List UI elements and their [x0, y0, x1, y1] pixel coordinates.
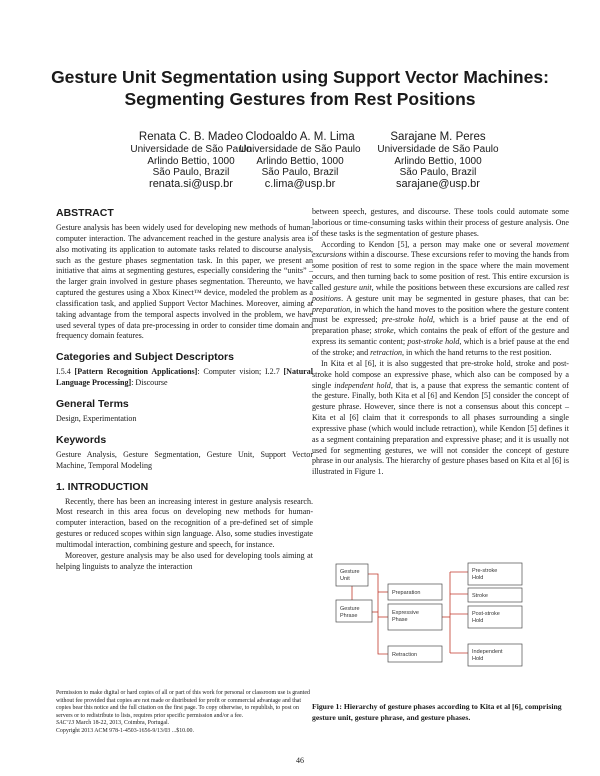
text-run: , in which the hand returns to the rest position.: [402, 347, 552, 357]
author-city: São Paulo, Brazil: [152, 167, 230, 178]
conference-line: [56, 720, 313, 728]
emphasis: pre-stroke hold: [381, 315, 433, 325]
diagram-label-preparation: Preparation: [392, 590, 421, 596]
category-code: I.5.4: [56, 367, 75, 377]
author-affiliation: Universidade de São Paulo: [377, 144, 499, 155]
author-affiliation: Universidade de São Paulo: [239, 144, 361, 155]
categories-heading: Categories and Subject Descriptors: [56, 351, 234, 364]
abstract-heading: ABSTRACT: [56, 207, 114, 219]
text-run: , which is a brief pause at the end of the stroke; and: [312, 337, 569, 357]
author-city: São Paulo, Brazil: [261, 167, 339, 178]
text-run: According to Kendon [5], a person may make one or several: [321, 239, 537, 249]
diagram-label-expressive-phase: Expressive Phase: [392, 610, 419, 623]
author-email: sarajane@usp.br: [396, 177, 480, 190]
author-address: Arlindo Bettio, 1000: [256, 155, 344, 167]
introduction-heading: 1. INTRODUCTION: [56, 480, 149, 493]
terms-text: Design, Experimentation: [56, 413, 137, 423]
page-number: 46: [296, 756, 304, 765]
author-email: c.lima@usp.br: [264, 177, 336, 190]
category-name: [Natural Language Processing]: [56, 367, 313, 388]
author-address: Arlindo Bettio, 1000: [147, 155, 235, 167]
conference-name: SAC’13: [56, 720, 75, 726]
diagram-node-independent-hold: [468, 644, 522, 666]
paper-title: Gesture Unit Segmentation using Support Vector Machines: Segmenting Gestures from Rest Positions: [51, 67, 549, 109]
author-address: Arlindo Bettio, 1000: [394, 155, 482, 167]
keywords-text: Gesture Analysis, Gesture Segmentation, Gesture Unit, Support Vector Machine, Temporal Modeling: [56, 449, 313, 470]
abstract-text: Gesture analysis has been widely used for developing new methods of human-computer interaction. The advancement reached in the gesture analysis area is also motivating its application to automate tasks related to discourse analysis, such as the gesture phases segmentation task. In this paper, we present an initiative that aims at segmenting gestures, especially considering the “units” – the larger grain involved in gesture phases segmentation. Thereunto, we have captured the gestures using a Xbox Kinect™ device, modeled the problem as a classification task, and applied Support Vector Machines. Moreover, aiming at taking advantage from the temporal aspects involved in the problem, we have used several types of data pre-processing in order to consider time domain and frequency domain features.: [56, 223, 313, 341]
diagram-label-pre-stroke-hold: Pre-stroke Hold: [472, 568, 498, 581]
category-rest: : Discourse: [131, 378, 168, 388]
author-name: Sarajane M. Peres: [390, 131, 486, 143]
keywords-heading: Keywords: [56, 433, 107, 446]
diagram-label-retraction: Retraction: [392, 652, 418, 658]
figure-caption: Figure 1: Hierarchy of gesture phases according to Kita et al [6], comprising gesture unit, gesture phrase, and gesture phases.: [312, 702, 562, 722]
text-run: . A gesture unit may be segmented in gesture phases, that can be:: [341, 293, 569, 303]
category-name: [Pattern Recognition Applications]: [74, 367, 198, 377]
intro-paragraph-2: Moreover, gesture analysis may be also used for developing tools aiming at helping linguists to analyze the interaction: [56, 550, 313, 571]
right-column: [312, 207, 569, 478]
right-paragraph-1: between speech, gestures, and discourse. These tools could automate some laborious or time-consuming tasks within their process of gesture analysis. One of these tasks is the segmentation of gesture phases.: [312, 207, 569, 238]
categories-text: [56, 367, 313, 389]
emphasis: gesture unit: [333, 282, 372, 292]
text-run: , that is, a pause that express the semantic content of the gesture. Finally, both Kita et al [6] and Kendon [5] consider the concept of gesture phrase. However, since there is not a consensus about this concept – Kita et al [6] claim that it corresponds to all phases surrounding a single expressive phase (which would include retraction), while Kendon [5] defines it as a segment containing preparation and expressive phase; and it is usually not used for segmenting gestures, we will not consider the concept of gesture phrase in our analysis. The hierarchy of gesture phases based on Kita et al [6] is illustrated in Figure 1.: [312, 380, 569, 477]
text-run: In Kita et al [6], it is also suggested that pre-stroke hold, stroke and post-stroke hold compose an expressive phase, which also can be composed by a single: [312, 358, 569, 390]
right-paragraph-3: [312, 359, 569, 478]
author-affiliation: Universidade de São Paulo: [130, 144, 252, 155]
author-name: Renata C. B. Madeo: [138, 131, 244, 143]
text-run: , which is a brief pause at the end of preparation phase;: [312, 315, 570, 336]
left-column: [56, 207, 313, 572]
category-rest: : Computer vision; I.2.7: [197, 367, 284, 377]
author-name: Clodoaldo A. M. Lima: [245, 131, 355, 143]
author-2: [220, 130, 380, 190]
diagram-label-post-stroke-hold: Post-stroke Hold: [472, 611, 500, 624]
emphasis: preparation: [312, 304, 351, 314]
diagram-label-gesture-unit: Gesture Unit: [340, 569, 360, 582]
gesture-hierarchy-diagram: [332, 562, 572, 698]
emphasis: post-stroke hold: [407, 337, 460, 347]
diagram-node-post-stroke-hold: [468, 606, 522, 628]
diagram-label-stroke: Stroke: [472, 593, 488, 599]
right-paragraph-2: [312, 240, 569, 359]
emphasis: stroke: [374, 326, 394, 336]
text-run: , while the positions between these excursions are called: [371, 282, 558, 292]
diagram-node-pre-stroke-hold: [468, 563, 522, 585]
diagram-node-gesture-unit: [336, 564, 368, 586]
intro-paragraph-1: Recently, there has been an increasing interest in gesture analysis research. Most research in this area focus on developing new methods for human-computer interaction, based on the recognition of a pre-defined set of simple gestures or reduced scopes within sign language. Also, some studies investigate multimodal interaction, combining gesture and speech, for instance.: [56, 496, 313, 549]
emphasis: independent hold: [334, 380, 391, 390]
text-run: , which contains the peak of effort of the gesture and express its semantic content;: [312, 326, 569, 347]
author-email: renata.si@usp.br: [149, 177, 233, 190]
emphasis: rest positions: [312, 282, 569, 303]
text-run: within a discourse. These excursions refer to moving the hands from some position of rest to some region in the space where the main movement occurs, and then turning back to some position of rest. This entire excursion is called: [312, 250, 569, 292]
emphasis: movement excursions: [312, 239, 569, 260]
conference-date: March 18-22, 2013, Coimbra, Portugal.: [74, 720, 170, 726]
text-run: , in which the hand moves to the position where the gesture content must be expressed;: [312, 304, 569, 325]
copyright-line: Copyright 2013 ACM 978-1-4503-1656-9/13/03 ...$10.00.: [56, 727, 194, 734]
diagram-label-independent-hold: Independent Hold: [472, 649, 503, 662]
emphasis: retraction: [370, 347, 402, 357]
permission-text: Permission to make digital or hard copies of all or part of this work for personal or classroom use is granted without fee provided that copies are not made or distributed for profit or commercial advantage and that copies bear this notice and the full citation on the first page. To copy otherwise, to republish, to post on servers or to redistribute to lists, requires prior specific permission and/or a fee.: [56, 690, 310, 719]
terms-heading: General Terms: [56, 397, 129, 410]
copyright-footnote: [56, 690, 313, 735]
diagram-label-gesture-phrase: Gesture Phrase: [340, 606, 360, 619]
author-3: [358, 130, 518, 190]
author-city: São Paulo, Brazil: [399, 167, 477, 178]
